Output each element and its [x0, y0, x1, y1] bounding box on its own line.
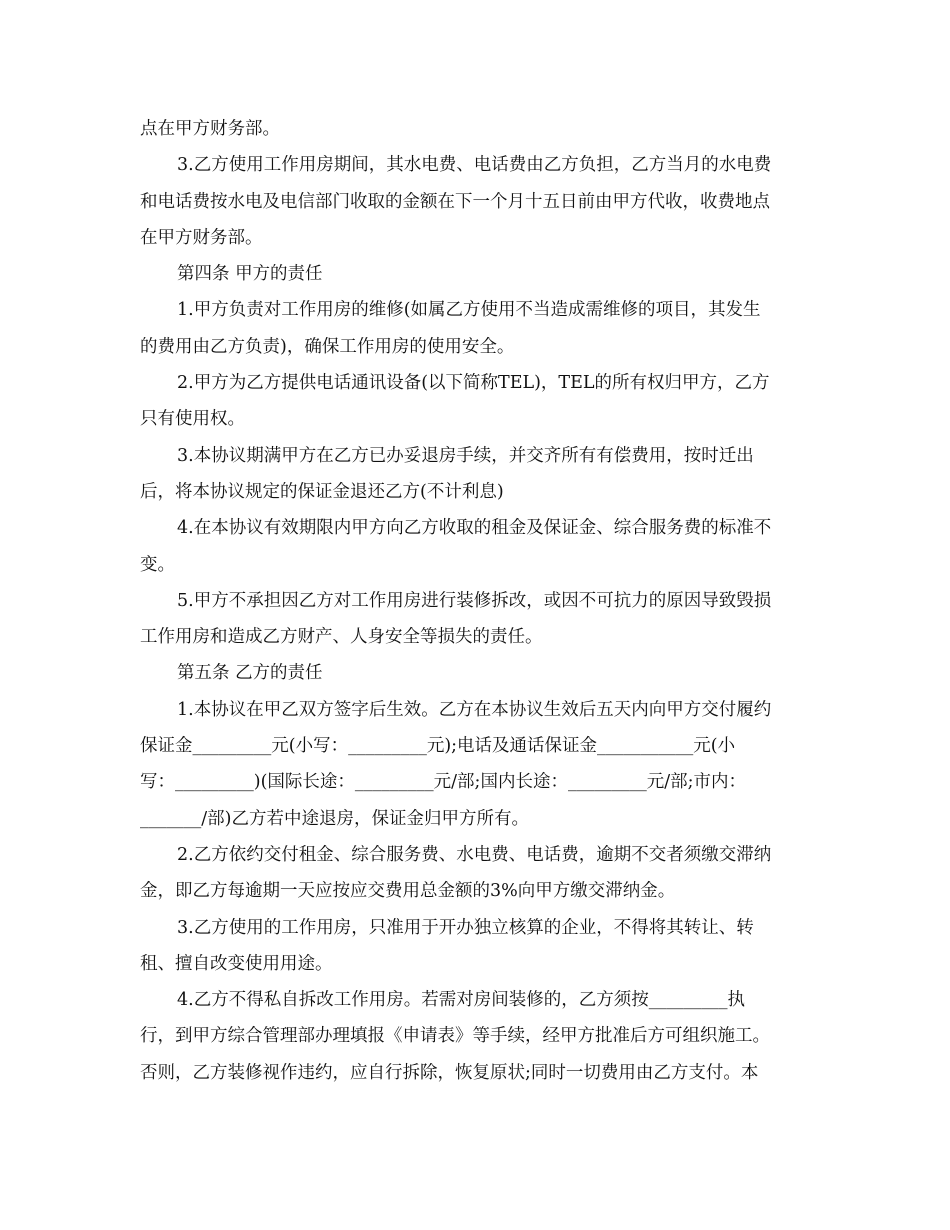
text-line: 第四条 甲方的责任 [177, 264, 323, 285]
text-line: 和电话费按水电及电信部门收取的金额在下一个月十五日前由甲方代收，收费地点 [140, 191, 770, 212]
document-body [140, 111, 812, 1091]
text-line: 变。 [140, 554, 175, 575]
text-line: 1.甲方负责对工作用房的维修(如属乙方使用不当造成需维修的项目，其发生 [177, 300, 761, 321]
text-line: 的费用由乙方负责)，确保工作用房的使用安全。 [140, 336, 515, 357]
text-line: 租、擅自改变使用用途。 [140, 953, 333, 974]
text-line: 3.乙方使用工作用房期间，其水电费、电话费由乙方负担，乙方当月的水电费 [177, 155, 772, 176]
text-line: 2.乙方依约交付租金、综合服务费、水电费、电话费，逾期不交者须缴交滞纳 [177, 844, 772, 865]
text-line: 5.甲方不承担因乙方对工作用房进行装修拆改，或因不可抗力的原因导致毁损 [177, 590, 772, 611]
text-line: 点在甲方财务部。 [140, 119, 280, 139]
text-line: 3.乙方使用的工作用房，只准用于开办独立核算的企业，不得将其转让、转 [177, 917, 754, 938]
text-line: 1.本协议在甲乙双方签字后生效。乙方在本协议生效后五天内向甲方交付履约 [177, 699, 772, 720]
text-line: _______/部)乙方若中途退房，保证金归甲方所有。 [140, 808, 529, 829]
text-line: 第五条 乙方的责任 [177, 663, 323, 684]
text-line: 金，即乙方每逾期一天应按应交费用总金额的3%向甲方缴交滞纳金。 [140, 881, 676, 902]
text-line: 否则，乙方装修视作违约，应自行拆除，恢复原状;同时一切费用由乙方支付。本 [140, 1062, 759, 1083]
text-line: 只有使用权。 [140, 409, 245, 430]
text-line: 4.在本协议有效期限内甲方向乙方收取的租金及保证金、综合服务费的标准不 [177, 518, 772, 539]
text-line: 写：_________)(国际长途：_________元/部;国内长途：_________元/部;市内： [140, 772, 746, 793]
text-line: 4.乙方不得私自拆改工作用房。若需对房间装修的，乙方须按_________执 [177, 990, 745, 1011]
text-line: 3.本协议期满甲方在乙方已办妥退房手续，并交齐所有有偿费用，按时迁出 [177, 445, 754, 466]
text-line: 2.甲方为乙方提供电话通讯设备(以下简称TEL)，TEL的所有权归甲方，乙方 [177, 373, 770, 394]
text-line: 工作用房和造成乙方财产、人身安全等损失的责任。 [140, 627, 543, 648]
text-line: 后，将本协议规定的保证金退还乙方(不计利息) [140, 481, 504, 502]
text-line: 行，到甲方综合管理部办理填报《申请表》等手续，经甲方批准后方可组织施工。 [140, 1026, 770, 1047]
text-line: 保证金_________元(小写：_________元);电话及通话保证金___________元(小 [140, 736, 736, 757]
text-line: 在甲方财务部。 [140, 227, 263, 248]
